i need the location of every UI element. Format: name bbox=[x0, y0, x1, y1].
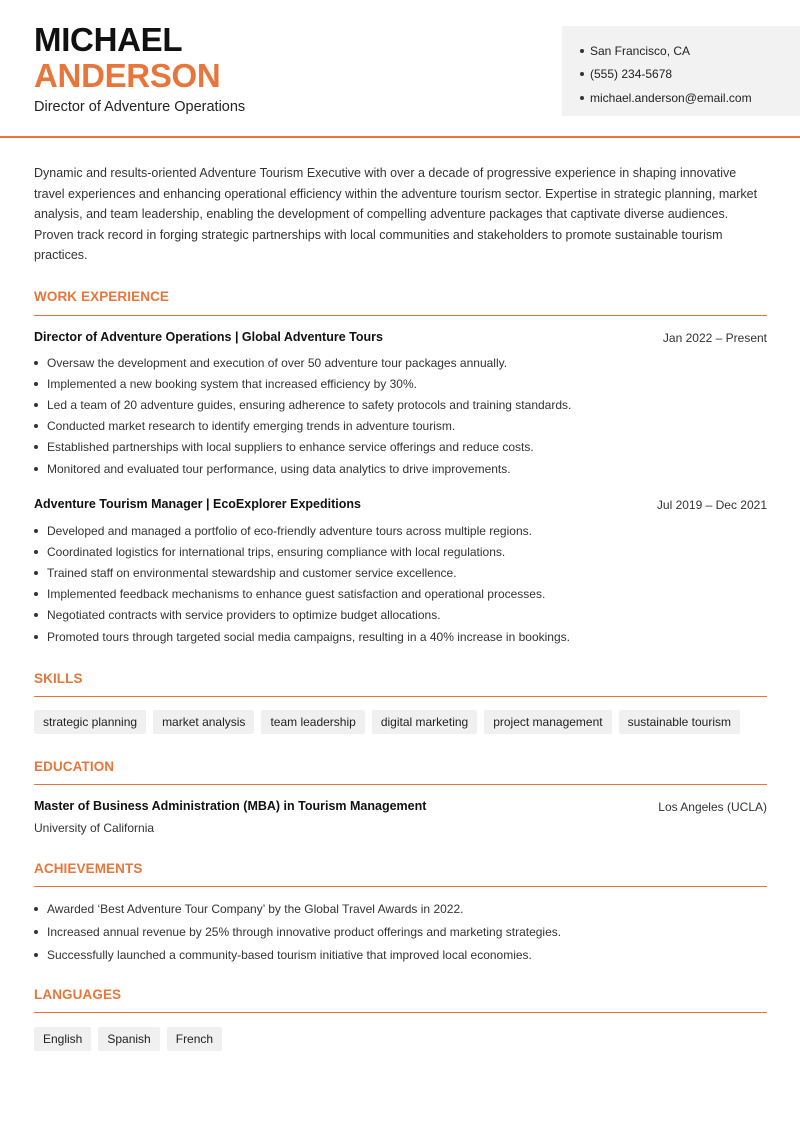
skill-tag: digital marketing bbox=[372, 710, 477, 734]
bullet-icon bbox=[580, 96, 584, 100]
job-date: Jan 2022 – Present bbox=[662, 331, 767, 345]
list-item-text: Established partnerships with local suppliers to enhance service offerings and reduce costs. bbox=[47, 440, 534, 455]
skill-tag: strategic planning bbox=[34, 710, 146, 734]
section-divider bbox=[34, 886, 767, 887]
degree-title: Master of Business Administration (MBA) in Tourism Management bbox=[34, 799, 427, 813]
contact-email bbox=[580, 86, 800, 110]
section-title-languages: LANGUAGES bbox=[34, 987, 122, 1002]
section-title-work: WORK EXPERIENCE bbox=[34, 289, 170, 304]
section-divider bbox=[34, 1012, 767, 1013]
section-divider bbox=[34, 784, 767, 785]
list-item-text: Oversaw the development and execution of over 50 adventure tour packages annually. bbox=[47, 355, 508, 370]
section-title-education: EDUCATION bbox=[34, 759, 115, 774]
skill-tag: project management bbox=[484, 710, 611, 734]
section-divider bbox=[34, 315, 767, 316]
list-item-text: Led a team of 20 adventure guides, ensuring adherence to safety protocols and training standards. bbox=[47, 397, 572, 412]
bullet-icon bbox=[34, 529, 38, 533]
job-title: Adventure Tourism Manager | EcoExplorer Expeditions bbox=[34, 497, 361, 511]
job-date: Jul 2019 – Dec 2021 bbox=[656, 498, 767, 512]
bullet-icon bbox=[580, 72, 584, 76]
list-item-text: Negotiated contracts with service providers to optimize budget allocations. bbox=[47, 608, 441, 623]
list-item bbox=[34, 605, 769, 626]
list-item bbox=[34, 416, 769, 437]
bullet-icon bbox=[34, 907, 38, 911]
language-tag: Spanish bbox=[98, 1027, 159, 1051]
list-item-text: Trained staff on environmental stewardship and customer service excellence. bbox=[47, 565, 457, 580]
resume-header bbox=[0, 0, 800, 138]
list-item bbox=[34, 898, 769, 921]
list-item-text: Monitored and evaluated tour performance, using data analytics to drive improvements. bbox=[47, 461, 511, 476]
list-item bbox=[34, 562, 769, 583]
list-item bbox=[34, 394, 769, 415]
education-location: Los Angeles (UCLA) bbox=[658, 800, 767, 814]
bullet-icon bbox=[580, 49, 584, 53]
job-bullets bbox=[34, 352, 769, 479]
bullet-icon bbox=[34, 635, 38, 639]
bullet-icon bbox=[34, 571, 38, 575]
bullet-icon bbox=[34, 550, 38, 554]
list-item bbox=[34, 520, 769, 541]
job-bullets bbox=[34, 520, 769, 647]
candidate-role: Director of Adventure Operations bbox=[34, 99, 246, 115]
professional-summary: Dynamic and results-oriented Adventure Tourism Executive with over a decade of progressive experience in shaping innovative travel experiences and enhancing operational efficiency within the adventure tourism sector. Expertise in strategic planning, market analysis, and team leadership, enabling the development of compelling adventure packages that captivate diverse audiences. Proven track record in forging strategic partnerships with local communities and stakeholders to promote sustainable tourism practices. bbox=[34, 166, 758, 262]
list-item-text: Coordinated logistics for international trips, ensuring compliance with local regulations. bbox=[47, 544, 506, 559]
bullet-icon bbox=[34, 424, 38, 428]
list-item-text: Developed and managed a portfolio of eco-friendly adventure tours across multiple regions. bbox=[47, 523, 532, 538]
school-name: University of California bbox=[34, 821, 155, 835]
list-item bbox=[34, 626, 769, 647]
contact-phone bbox=[580, 63, 800, 87]
bullet-icon bbox=[34, 361, 38, 365]
list-item-text: Awarded ‘Best Adventure Tour Company’ by the Global Travel Awards in 2022. bbox=[47, 902, 464, 917]
bullet-icon bbox=[34, 467, 38, 471]
bullet-icon bbox=[34, 592, 38, 596]
list-item bbox=[34, 437, 769, 458]
language-tag: French bbox=[167, 1027, 222, 1051]
list-item-text: Increased annual revenue by 25% through innovative product offerings and marketing strategies. bbox=[47, 925, 562, 940]
list-item bbox=[34, 352, 769, 373]
skills-list bbox=[34, 710, 740, 734]
list-item-text: Implemented feedback mechanisms to enhance guest satisfaction and operational processes. bbox=[47, 587, 546, 602]
list-item bbox=[34, 584, 769, 605]
section-title-achievements: ACHIEVEMENTS bbox=[34, 861, 143, 876]
list-item bbox=[34, 943, 769, 966]
last-name: ANDERSON bbox=[34, 57, 221, 94]
achievements-list bbox=[34, 898, 769, 966]
bullet-icon bbox=[34, 613, 38, 617]
language-tag: English bbox=[34, 1027, 91, 1051]
list-item-text: Successfully launched a community-based tourism initiative that improved local economies. bbox=[47, 947, 532, 962]
contact-email-text: michael.anderson@email.com bbox=[590, 90, 752, 105]
languages-list bbox=[34, 1027, 222, 1051]
list-item bbox=[34, 373, 769, 394]
list-item bbox=[34, 458, 769, 479]
skill-tag: team leadership bbox=[261, 710, 364, 734]
list-item bbox=[34, 541, 769, 562]
contact-location-text: San Francisco, CA bbox=[590, 43, 691, 58]
list-item-text: Promoted tours through targeted social media campaigns, resulting in a 40% increase in bookings. bbox=[47, 629, 570, 644]
contact-location bbox=[580, 39, 800, 63]
bullet-icon bbox=[34, 445, 38, 449]
section-divider bbox=[34, 696, 767, 697]
contact-box bbox=[562, 26, 800, 116]
bullet-icon bbox=[34, 953, 38, 957]
candidate-name bbox=[34, 23, 220, 92]
list-item-text: Implemented a new booking system that increased efficiency by 30%. bbox=[47, 376, 417, 391]
contact-phone-text: (555) 234-5678 bbox=[590, 67, 673, 82]
skill-tag: market analysis bbox=[153, 710, 254, 734]
section-title-skills: SKILLS bbox=[34, 671, 83, 686]
first-name: MICHAEL bbox=[34, 21, 183, 58]
list-item bbox=[34, 921, 769, 944]
list-item-text: Conducted market research to identify emerging trends in adventure tourism. bbox=[47, 419, 456, 434]
skill-tag: sustainable tourism bbox=[619, 710, 740, 734]
bullet-icon bbox=[34, 930, 38, 934]
bullet-icon bbox=[34, 382, 38, 386]
bullet-icon bbox=[34, 403, 38, 407]
job-title: Director of Adventure Operations | Global Adventure Tours bbox=[34, 330, 383, 344]
